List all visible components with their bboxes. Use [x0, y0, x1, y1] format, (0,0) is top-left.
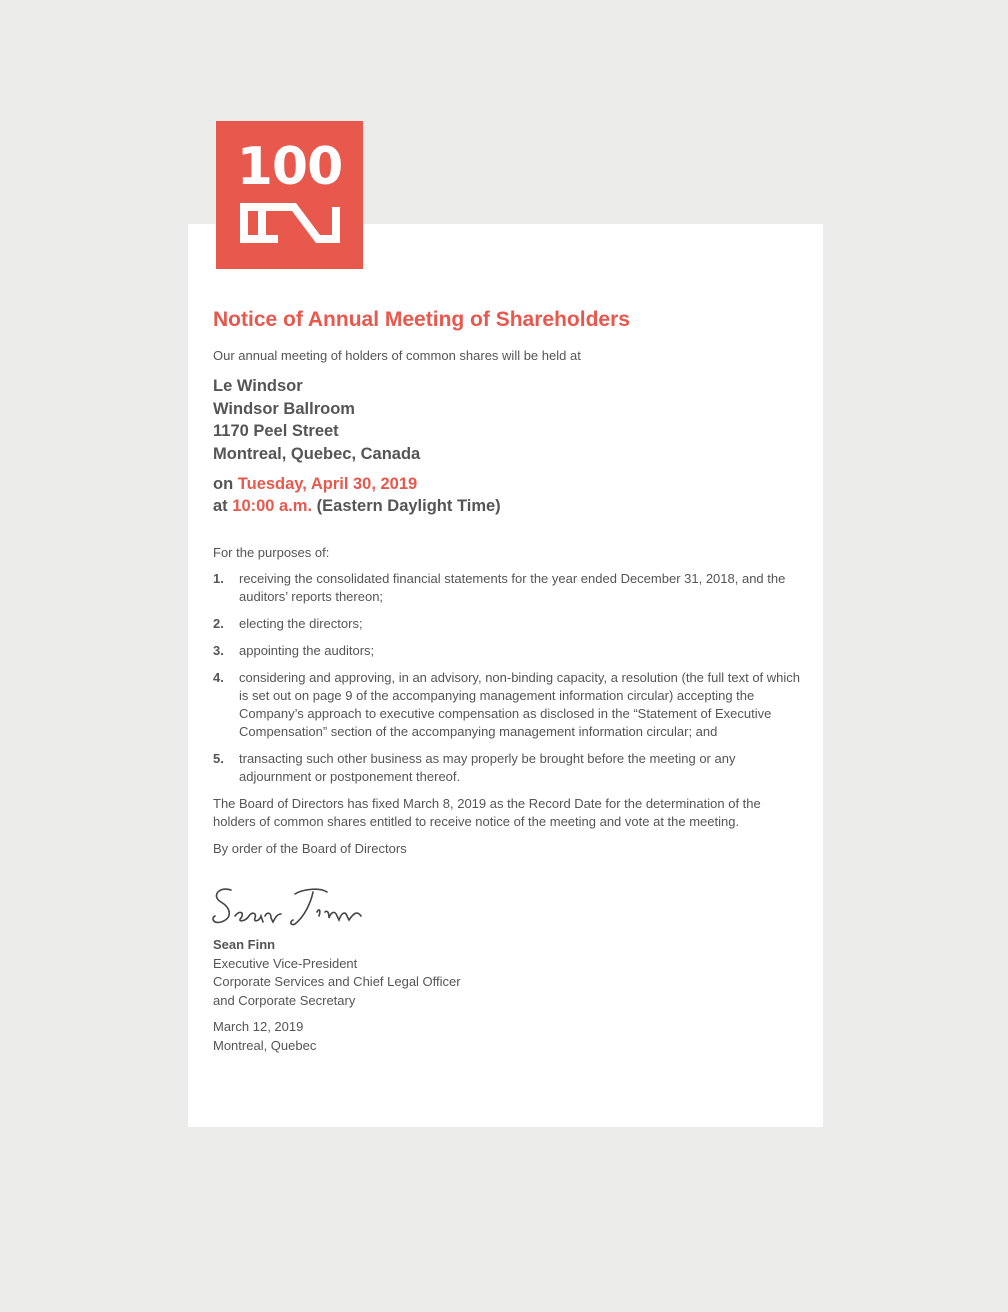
logo-number: 100: [236, 137, 343, 197]
purposes-intro: For the purposes of:: [213, 545, 330, 560]
meeting-datetime: [213, 473, 803, 517]
venue-line: 1170 Peel Street: [213, 422, 339, 440]
time-zone: (Eastern Daylight Time): [316, 497, 501, 515]
item-number: 1.: [213, 571, 224, 586]
venue-address: [213, 375, 803, 465]
venue-line: Le Windsor: [213, 377, 303, 395]
at-label: at: [213, 497, 228, 515]
list-item: [213, 642, 803, 660]
purposes-list: [213, 570, 803, 786]
signer-title-line: and Corporate Secretary: [213, 992, 356, 1008]
by-order-text: By order of the Board of Directors: [213, 841, 407, 856]
date-place: [213, 1018, 803, 1055]
list-item: [213, 669, 803, 741]
intro-text: Our annual meeting of holders of common shares will be held at: [213, 348, 581, 363]
item-number: 4.: [213, 670, 224, 685]
notice-place: Montreal, Quebec: [213, 1037, 317, 1053]
item-text: electing the directors;: [239, 616, 363, 631]
list-item: [213, 570, 803, 606]
on-label: on: [213, 475, 234, 493]
list-item: [213, 750, 803, 786]
signer-name: Sean Finn: [213, 937, 276, 952]
signature-image: [209, 880, 379, 932]
item-number: 2.: [213, 616, 224, 631]
notice-content: [213, 308, 803, 1055]
signer-title-line: Corporate Services and Chief Legal Officer: [213, 974, 461, 989]
meeting-date: Tuesday, April 30, 2019: [237, 475, 418, 493]
cn-wordmark-icon: [238, 201, 342, 245]
notice-date: March 12, 2019: [213, 1019, 304, 1034]
venue-line: Windsor Ballroom: [213, 399, 355, 418]
item-text: appointing the auditors;: [239, 643, 375, 658]
item-text: receiving the consolidated financial statements for the year ended December 31, 2018, and the auditors’ reports thereon;: [239, 571, 786, 604]
page-title: Notice of Annual Meeting of Shareholders: [213, 308, 630, 331]
item-text: transacting such other business as may properly be brought before the meeting or any adjournment or postponement thereof.: [239, 751, 736, 784]
venue-line: Montreal, Quebec, Canada: [213, 444, 421, 463]
item-number: 5.: [213, 751, 224, 766]
item-number: 3.: [213, 643, 224, 658]
cn-100-logo: [216, 121, 363, 269]
signer-title-line: Executive Vice-President: [213, 955, 358, 971]
list-item: [213, 615, 803, 633]
record-date-text: The Board of Directors has fixed March 8, 2019 as the Record Date for the determination of the holders of common shares entitled to receive notice of the meeting and vote at the meeting.: [213, 796, 761, 829]
item-text: considering and approving, in an advisory, non-binding capacity, a resolution (the full text of which is set out on page 9 of the accompanying management information circular) accepting the Company’s approach to executive compensation as disclosed in the “Statement of Executive Compensation” section of the accompanying management information circular; and: [239, 670, 801, 739]
meeting-time: 10:00 a.m.: [232, 497, 313, 515]
signer-block: [213, 936, 803, 1010]
